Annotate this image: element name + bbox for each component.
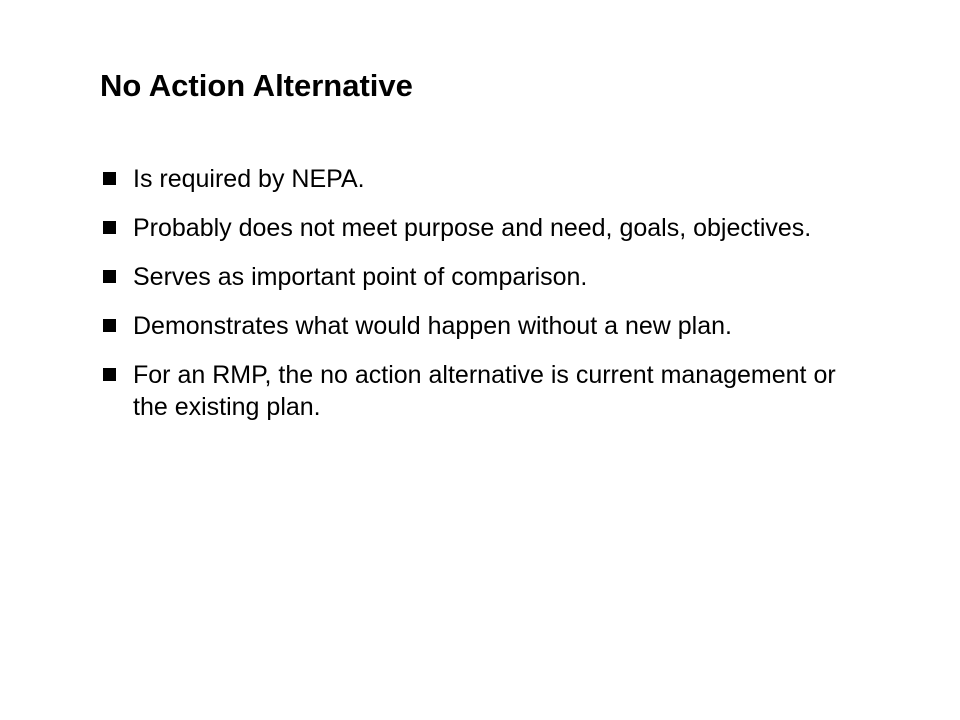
bullet-item (100, 310, 860, 342)
bullet-text: For an RMP, the no action alternative is current management or the existing plan. (133, 361, 836, 421)
square-bullet-icon (103, 319, 116, 332)
bullet-item (100, 163, 860, 195)
bullet-list (100, 163, 860, 440)
bullet-text: Demonstrates what would happen without a new plan. (133, 312, 732, 340)
bullet-text: Is required by NEPA. (133, 165, 365, 193)
bullet-item (100, 212, 860, 244)
bullet-text: Serves as important point of comparison. (133, 263, 588, 291)
slide-title: No Action Alternative (100, 68, 413, 103)
square-bullet-icon (103, 368, 116, 381)
bullet-item (100, 359, 860, 423)
bullet-item (100, 261, 860, 293)
square-bullet-icon (103, 172, 116, 185)
square-bullet-icon (103, 221, 116, 234)
bullet-text: Probably does not meet purpose and need, goals, objectives. (133, 214, 812, 242)
square-bullet-icon (103, 270, 116, 283)
